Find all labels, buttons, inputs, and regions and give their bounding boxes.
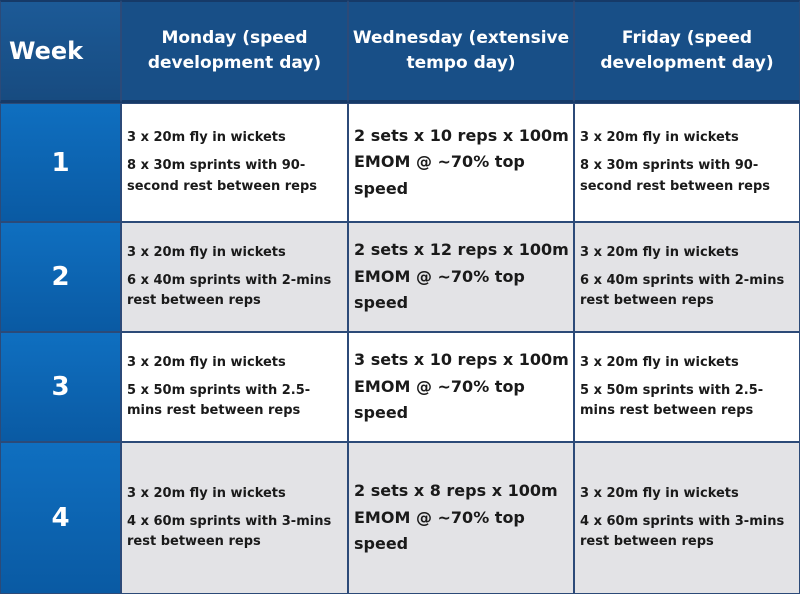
monday-cell [121,332,348,442]
friday-cell [574,332,800,442]
friday-line: 8 x 30m sprints with 90-second rest between reps [580,158,771,194]
header-monday-label: Monday (speed development day) [147,27,322,73]
friday-line: 3 x 20m fly in wickets [580,244,739,260]
monday-line: 4 x 60m sprints with 3-mins rest between reps [127,513,332,550]
monday-line: 8 x 30m sprints with 90-second rest between reps [127,158,318,194]
header-monday [121,0,348,103]
week-number-label: 2 [51,262,70,292]
monday-cell [121,103,348,222]
week-number-label: 4 [51,503,70,533]
wednesday-text: 2 sets x 8 reps x 100m EMOM @ ~70% top speed [354,481,558,554]
week-number [0,222,121,332]
wednesday-text: 3 sets x 10 reps x 100m EMOM @ ~70% top speed [354,350,569,423]
wednesday-cell [348,103,574,222]
friday-line: 6 x 40m sprints with 2-mins rest between reps [580,272,785,309]
week-number [0,442,121,594]
friday-cell [574,222,800,332]
monday-line: 3 x 20m fly in wickets [127,354,286,370]
monday-line: 3 x 20m fly in wickets [127,485,286,501]
header-friday [574,0,800,103]
friday-line: 3 x 20m fly in wickets [580,354,739,370]
wednesday-text: 2 sets x 10 reps x 100m EMOM @ ~70% top speed [354,125,569,198]
monday-cell [121,442,348,594]
header-wednesday-label: Wednesday (extensive tempo day) [352,27,570,73]
friday-line: 3 x 20m fly in wickets [580,485,739,501]
wednesday-cell [348,442,574,594]
wednesday-cell [348,332,574,442]
monday-line: 5 x 50m sprints with 2.5-mins rest between reps [127,382,311,419]
header-week-label: Week [9,37,84,65]
monday-line: 3 x 20m fly in wickets [127,130,286,146]
monday-cell [121,222,348,332]
week-number-label: 3 [51,372,70,402]
friday-cell [574,103,800,222]
header-week [0,0,121,103]
wednesday-text: 2 sets x 12 reps x 100m EMOM @ ~70% top speed [354,240,569,313]
friday-line: 4 x 60m sprints with 3-mins rest between reps [580,513,785,550]
header-wednesday [348,0,574,103]
friday-line: 3 x 20m fly in wickets [580,130,739,146]
week-number-label: 1 [51,147,70,178]
week-number [0,332,121,442]
friday-line: 5 x 50m sprints with 2.5-mins rest between reps [580,382,764,419]
wednesday-cell [348,222,574,332]
monday-line: 6 x 40m sprints with 2-mins rest between reps [127,272,332,309]
friday-cell [574,442,800,594]
monday-line: 3 x 20m fly in wickets [127,244,286,260]
week-number [0,103,121,222]
header-friday-label: Friday (speed development day) [600,27,774,73]
